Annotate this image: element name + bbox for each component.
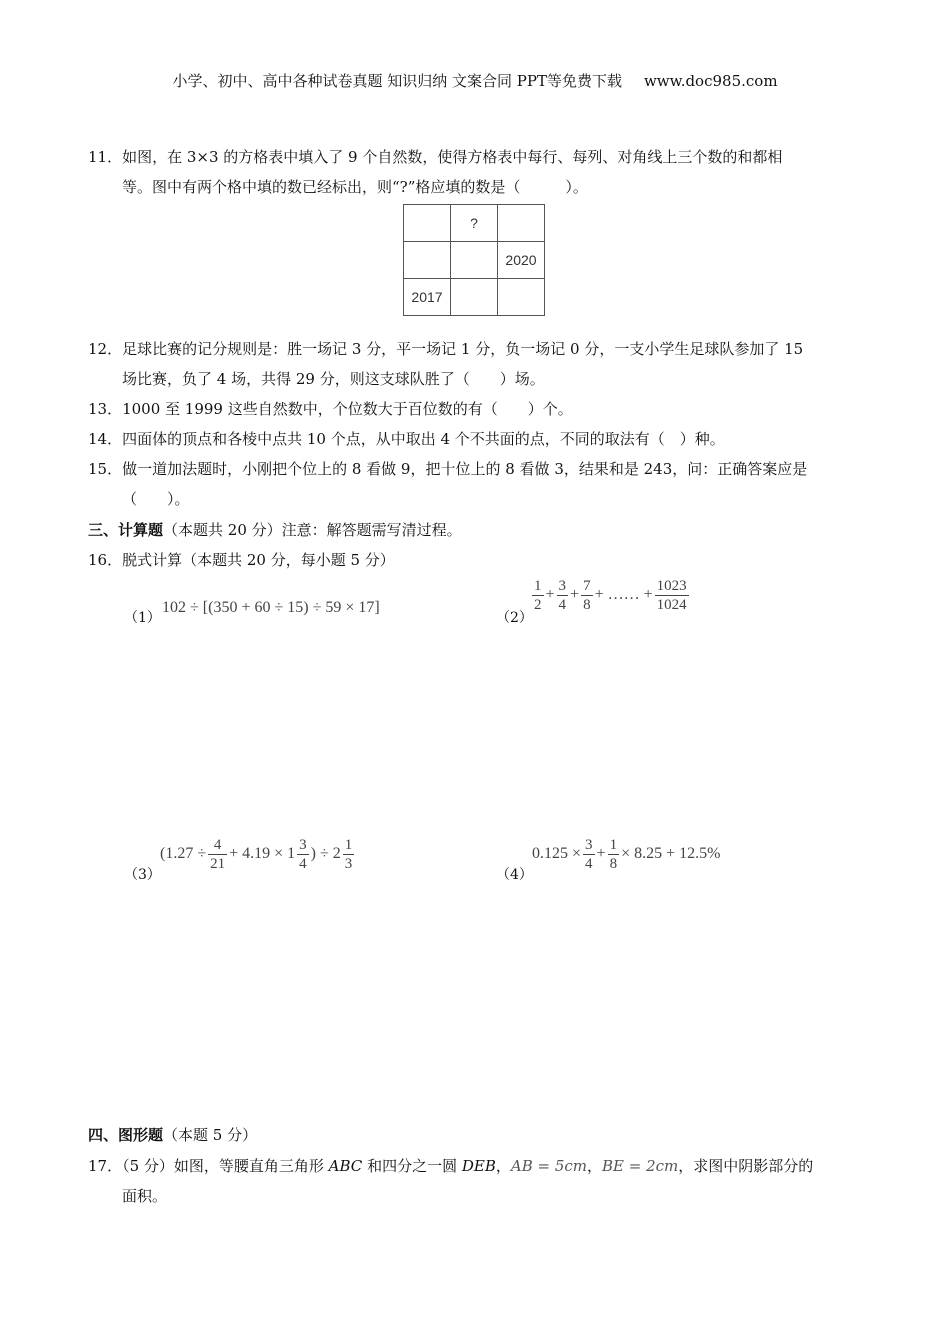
q16-p3-label: （3）	[124, 867, 161, 883]
fraction: $\frac{1}{8}$	[609, 837, 618, 872]
section-4-note: （本题 5 分）	[163, 1126, 258, 1144]
grid-cell	[451, 279, 498, 316]
grid-cell	[498, 205, 545, 242]
q17-line2: 面积。	[122, 1187, 168, 1205]
q11-line2: 等。图中有两个格中填的数已经标出，则“?”格应填的数是（ ）。	[122, 178, 588, 196]
header-site: www.doc985.com	[643, 72, 778, 90]
fraction: $\frac{3}{4}$	[585, 837, 593, 872]
grid-cell	[451, 242, 498, 279]
ellipsis-op: + …… +	[594, 586, 653, 604]
q16-title: 16．脱式计算（本题共 20 分，每小题 5 分）	[88, 551, 395, 569]
q13-line: 13．1000 至 1999 这些自然数中，个位数大于百位数的有（ ）个。	[88, 400, 573, 418]
grid-cell: 2017	[404, 279, 451, 316]
q11-line1: 11．如图，在 3×3 的方格表中填入了 9 个自然数，使得方格表中每行、每列、对角线上三个数的和都相	[88, 148, 783, 166]
grid-cell	[404, 242, 451, 279]
q12-line2: 场比赛，负了 4 场，共得 29 分，则这支球队胜了（ ）场。	[122, 370, 545, 388]
fraction: $\frac{1}{2}$	[534, 578, 542, 613]
grid-cell-question: ?	[451, 205, 498, 242]
q16-p1-label: （1）	[124, 610, 161, 626]
page-header	[0, 70, 950, 91]
grid-cell: 2020	[498, 242, 545, 279]
header-text: 小学、初中、高中各种试卷真题 知识归纳 文案合同 PPT等免费下载	[172, 72, 622, 90]
fraction: $\frac{4}{21}$	[210, 837, 226, 872]
q16-p4-label: （4）	[496, 867, 533, 883]
fraction: $\frac{1}{3}$	[344, 837, 353, 872]
q15-line1: 15．做一道加法题时，小刚把个位上的 8 看做 9，把十位上的 8 看做 3，结果和是 243，问：正确答案应是	[88, 460, 808, 478]
q17-line1: 17．（5 分）如图，等腰直角三角形 ABC 和四分之一圆 DEB，AB = 5cm，BE = 2cm，求图中阴影部分的	[88, 1157, 814, 1175]
grid-cell	[498, 279, 545, 316]
section-3-note: （本题共 20 分）注意：解答题需写清过程。	[163, 521, 462, 539]
section-4-heading	[88, 1124, 257, 1145]
q15-line2: （ ）。	[122, 490, 190, 508]
fraction: $\frac{3}{4}$	[299, 837, 307, 872]
q16-p1-expr: 102 ÷ [(350 + 60 ÷ 15) ÷ 59 × 17]	[162, 599, 380, 616]
q14-line: 14．四面体的顶点和各棱中点共 10 个点，从中取出 4 个不共面的点，不同的取法有（ ）种。	[88, 430, 725, 448]
q16-p2-label: （2）	[496, 610, 533, 626]
section-3-heading	[88, 519, 462, 540]
q16-p2-expr: $\frac{1}{2}$ + $\frac{3}{4}$ + $\frac{7}{8}$ + …… + $\frac{1023}{1024}$	[534, 578, 687, 613]
fraction: $\frac{1023}{1024}$	[656, 578, 687, 613]
fraction: $\frac{3}{4}$	[558, 578, 567, 613]
section-3-title: 三、计算题	[88, 521, 164, 539]
magic-square-grid	[403, 204, 545, 316]
q12-line1: 12．足球比赛的记分规则是：胜一场记 3 分，平一场记 1 分，负一场记 0 分，一支小学生足球队参加了 15	[88, 340, 804, 358]
q16-p3-expr: (1.27 ÷ $\frac{4}{21}$ + 4.19 × 1 $\frac{3}{4}$ ) ÷ 2 $\frac{1}{3}$	[160, 837, 353, 872]
section-4-title: 四、图形题	[88, 1126, 164, 1144]
fraction: $\frac{7}{8}$	[583, 578, 591, 613]
grid-cell	[404, 205, 451, 242]
q16-p4-expr: 0.125 × $\frac{3}{4}$ + $\frac{1}{8}$ × 8.25 + 12.5%	[532, 837, 721, 872]
